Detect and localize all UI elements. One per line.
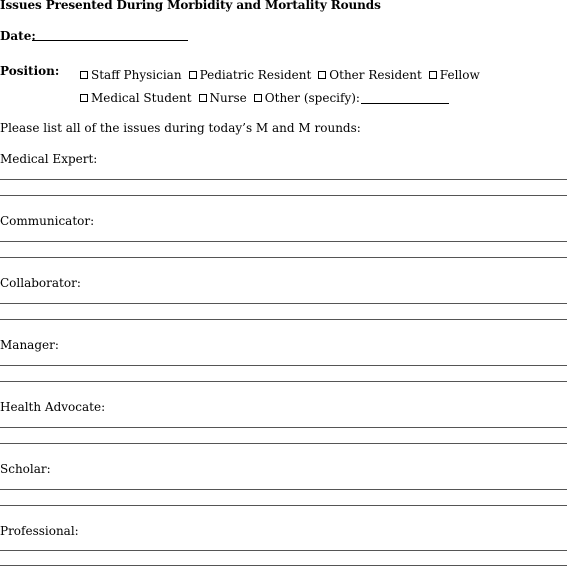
checkbox-icon[interactable] (189, 71, 197, 79)
answer-line[interactable] (0, 427, 567, 428)
checkbox-icon[interactable] (254, 94, 262, 102)
position-options-row-2 (80, 87, 449, 106)
checkbox-icon[interactable] (80, 94, 88, 102)
option-pediatric-resident[interactable] (189, 68, 312, 82)
option-label: Staff Physician (91, 68, 182, 82)
section-label-scholar: Scholar: (0, 462, 51, 476)
checkbox-icon[interactable] (199, 94, 207, 102)
answer-line[interactable] (0, 365, 567, 366)
answer-line[interactable] (0, 257, 567, 258)
section-label-collaborator: Collaborator: (0, 276, 81, 290)
answer-line[interactable] (0, 489, 567, 490)
option-fellow[interactable] (429, 68, 480, 82)
checkbox-icon[interactable] (80, 71, 88, 79)
option-nurse[interactable] (199, 91, 247, 105)
option-label: Pediatric Resident (199, 68, 312, 82)
answer-line[interactable] (0, 381, 567, 382)
option-label: Fellow (439, 68, 480, 82)
answer-line[interactable] (0, 505, 567, 506)
date-field[interactable] (32, 40, 188, 41)
answer-line[interactable] (0, 303, 567, 304)
position-label: Position: (0, 64, 60, 78)
section-label-professional: Professional: (0, 524, 79, 538)
option-label: Other (specify): (264, 91, 360, 105)
option-other-resident[interactable] (318, 68, 422, 82)
answer-line[interactable] (0, 443, 567, 444)
section-label-communicator: Communicator: (0, 214, 95, 228)
option-label: Nurse (209, 91, 247, 105)
section-label-manager: Manager: (0, 338, 59, 352)
position-options-row-1 (80, 64, 480, 83)
other-specify-field[interactable] (361, 103, 449, 104)
option-staff-physician[interactable] (80, 68, 182, 82)
answer-line[interactable] (0, 550, 567, 551)
form-title: Issues Presented During Morbidity and Mortality Rounds (0, 0, 381, 12)
answer-line[interactable] (0, 195, 567, 196)
answer-line[interactable] (0, 241, 567, 242)
date-label: Date: (0, 29, 36, 43)
option-other-specify[interactable] (254, 91, 449, 105)
answer-line[interactable] (0, 179, 567, 180)
option-medical-student[interactable] (80, 91, 192, 105)
section-label-medical-expert: Medical Expert: (0, 152, 98, 166)
instruction-text: Please list all of the issues during today’s M and M rounds: (0, 121, 361, 135)
checkbox-icon[interactable] (318, 71, 326, 79)
option-label: Other Resident (329, 68, 422, 82)
option-label: Medical Student (91, 91, 192, 105)
section-label-health-advocate: Health Advocate: (0, 400, 106, 414)
answer-line[interactable] (0, 319, 567, 320)
answer-line[interactable] (0, 565, 567, 566)
checkbox-icon[interactable] (429, 71, 437, 79)
